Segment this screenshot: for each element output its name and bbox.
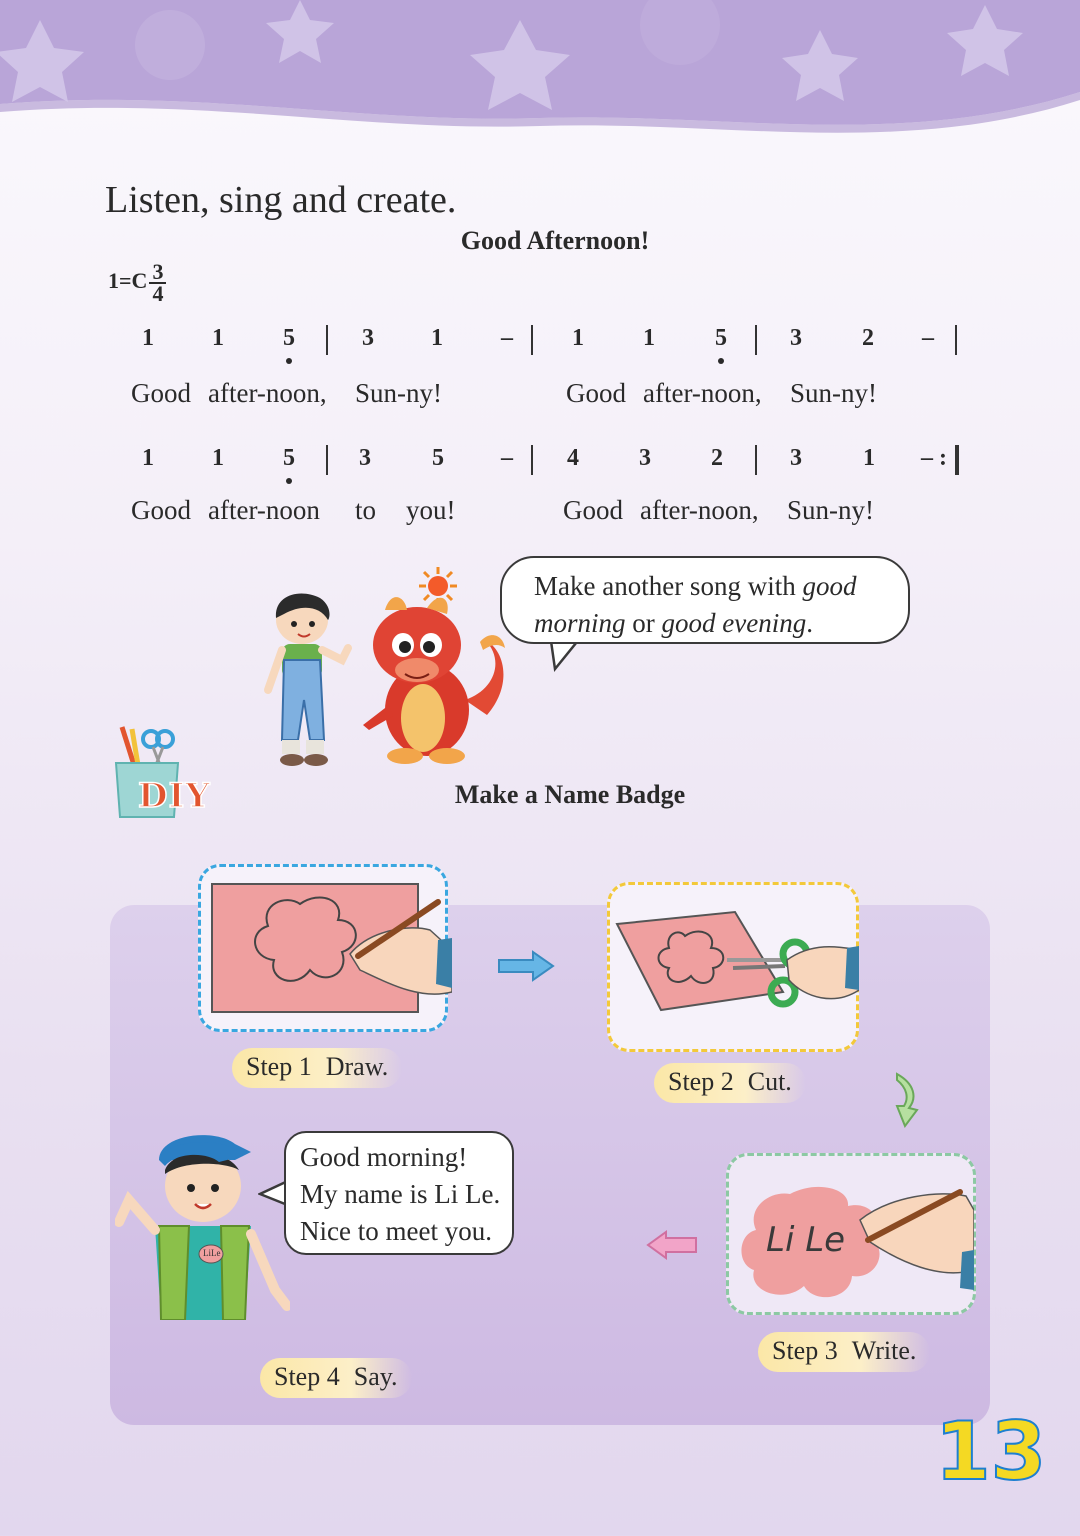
create-speech-bubble	[500, 556, 910, 644]
note: 3	[359, 445, 371, 471]
note: 2	[711, 445, 723, 471]
lyric: you!	[406, 495, 456, 525]
step-number: Step 3	[772, 1336, 838, 1365]
key-label: 1=C	[108, 268, 148, 294]
li-le-boy-illustration	[115, 1130, 290, 1320]
step-3-label	[758, 1332, 930, 1372]
bar-line	[531, 325, 533, 355]
cut-flower-illustration	[615, 910, 859, 1020]
step-1-label	[232, 1048, 402, 1088]
note: 1	[212, 325, 224, 351]
lyric: Good	[563, 495, 623, 525]
instruction-heading: Listen, sing and create.	[105, 179, 457, 221]
lyric: Sun-ny!	[790, 378, 877, 408]
diy-title: Make a Name Badge	[454, 780, 686, 809]
note-hold: –	[501, 445, 513, 471]
note-hold: –	[922, 325, 934, 351]
lyric: after-noon,	[640, 495, 759, 525]
lyric: after-noon,	[643, 378, 762, 408]
note: 2	[862, 325, 874, 351]
step-number: Step 1	[246, 1052, 312, 1081]
note-low: 5	[709, 325, 733, 352]
note-low: 5	[277, 445, 301, 472]
speech-line: My name is Li Le.	[300, 1179, 501, 1209]
note: 3	[790, 445, 802, 471]
step-action: Draw.	[325, 1052, 389, 1081]
step-action: Say.	[353, 1362, 398, 1391]
note: 1	[643, 325, 655, 351]
step-2-label	[654, 1063, 806, 1103]
lyric: Sun-ny!	[787, 495, 874, 525]
bar-line	[326, 445, 328, 475]
bar-line	[755, 325, 757, 355]
repeat-end: – :	[921, 445, 947, 471]
note: 5	[432, 445, 444, 471]
note: 3	[639, 445, 651, 471]
lyric: after-noon,	[208, 378, 327, 408]
time-top: 3	[149, 262, 166, 284]
speech-line: Good morning!	[300, 1142, 468, 1172]
note: 3	[790, 325, 802, 351]
arrow-down-icon	[893, 1072, 927, 1128]
dragon-mascot-illustration	[355, 590, 510, 770]
bar-line	[326, 325, 328, 355]
page-number: 13	[935, 1405, 1047, 1498]
note-hold: –	[501, 325, 513, 351]
time-signature	[149, 259, 166, 306]
bubble-line-2: morning or good evening.	[534, 608, 813, 638]
boy-badge-text: LiLe	[203, 1248, 221, 1258]
draw-flower-illustration	[210, 880, 452, 1015]
final-bar-line	[955, 445, 959, 475]
step-action: Cut.	[747, 1067, 792, 1096]
lyric: after-noon	[208, 495, 320, 525]
note: 1	[431, 325, 443, 351]
bar-line	[531, 445, 533, 475]
note: 1	[212, 445, 224, 471]
arrow-right-icon	[497, 950, 555, 982]
bar-line	[955, 325, 957, 355]
note: 1	[863, 445, 875, 471]
badge-name-text: Li Le	[766, 1220, 846, 1260]
speech-line: Nice to meet you.	[300, 1216, 492, 1246]
lyric: to	[355, 495, 377, 525]
diy-logo-text: DIY	[138, 776, 211, 816]
step-number: Step 4	[274, 1362, 340, 1391]
note: 3	[362, 325, 374, 351]
lyric: Good	[131, 378, 191, 408]
step-number: Step 2	[668, 1067, 734, 1096]
note: 1	[572, 325, 584, 351]
lyric: Good	[566, 378, 626, 408]
note-low: 5	[277, 325, 301, 352]
step-action: Write.	[851, 1336, 917, 1365]
bubble-line-1: Make another song with good	[534, 571, 857, 601]
boy-illustration	[262, 590, 357, 772]
key-signature	[108, 259, 166, 306]
note: 1	[142, 445, 154, 471]
step-4-label	[260, 1358, 412, 1398]
time-bottom: 4	[152, 281, 164, 306]
bar-line	[755, 445, 757, 475]
header-star-band	[0, 0, 1080, 160]
li-le-speech-bubble	[284, 1131, 514, 1255]
lyric: Sun-ny!	[355, 378, 442, 408]
lyric: Good	[131, 495, 191, 525]
song-title: Good Afternoon!	[460, 226, 650, 255]
note: 4	[567, 445, 579, 471]
arrow-left-icon	[646, 1230, 698, 1260]
note: 1	[142, 325, 154, 351]
